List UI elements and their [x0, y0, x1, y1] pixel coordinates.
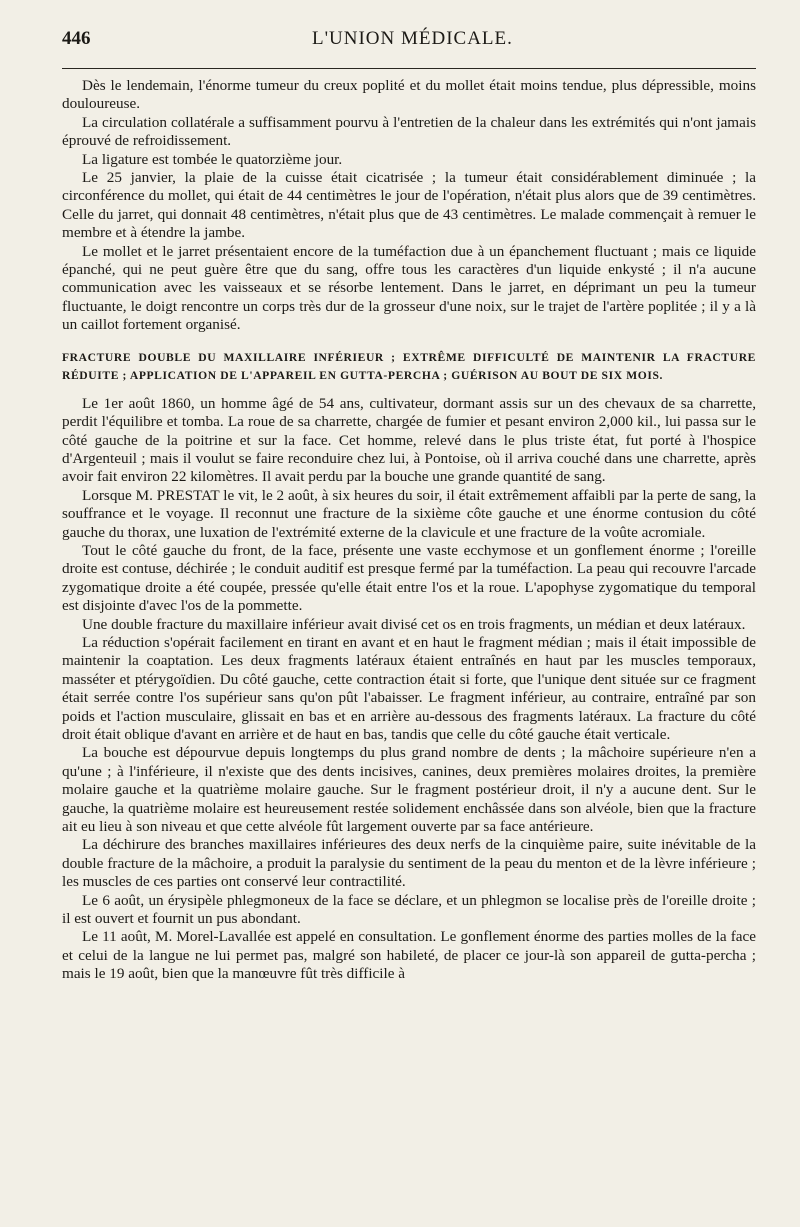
paragraph: Lorsque M. PRESTAT le vit, le 2 août, à six heures du soir, il était extrêmement affaibli par la perte de sang, la souffrance et le voyage. Il reconnut une fracture de la sixième côte gauche et une énorme contusion du côté gauche du thorax, une luxation de l'extrémité externe de la clavicule et une fracture de la voûte acromiale.	[62, 486, 756, 541]
paragraph: Le 6 août, un érysipèle phlegmoneux de la face se déclare, et un phlegmon se localise près de l'oreille droite ; il est ouvert et fournit un pus abondant.	[62, 891, 756, 928]
paragraph: Le mollet et le jarret présentaient encore de la tuméfaction due à un épanchement fluctuant ; mais ce liquide épanché, qui ne peut guère être que du sang, offre tous les caractères d'un liquide enkysté ; il n'a aucune communication avec les vaisseaux et se résorbe lentement. Dans le jarret, en déprimant un peu la tumeur fluctuante, le doigt rencontre un corps très dur de la grosseur d'une noix, sur le trajet de l'artère poplitée ; il y a là un caillot fortement organisé.	[62, 242, 756, 334]
section-heading: FRACTURE DOUBLE DU MAXILLAIRE INFÉRIEUR ; EXTRÊME DIFFICULTÉ DE MAINTENIR LA FRACTURE RÉDUITE ; APPLICATION DE L'APPAREIL EN GUTTA-PERCHA ; GUÉRISON AU BOUT DE SIX MOIS.	[62, 350, 756, 382]
paragraph: Le 11 août, M. Morel-Lavallée est appelé en consultation. Le gonflement énorme des parties molles de la face et celui de la langue ne lui permet pas, malgré son habileté, de placer ce jour-là son appareil de gutta-percha ; mais le 19 août, bien que la manœuvre fût très difficile à	[62, 928, 756, 983]
running-title: L'UNION MÉDICALE.	[312, 28, 513, 49]
paragraph: La circulation collatérale a suffisamment pourvu à l'entretien de la chaleur dans les extrémités qui n'ont jamais éprouvé de refroidissement.	[62, 113, 756, 150]
page-number: 446	[62, 28, 91, 49]
page-header	[62, 28, 756, 58]
paragraph: La bouche est dépourvue depuis longtemps du plus grand nombre de dents ; la mâchoire supérieure n'en a qu'une ; à l'inférieure, il n'existe que des dents incisives, canines, deux premières molaires droites, la première molaire gauche et la quatrième molaire gauche. Sur le fragment postérieur droit, il n'y a aucune dent. Sur le gauche, la quatrième molaire est heureusement restée solidement enchâssée dans son alvéole, bien que la fracture ait eu lieu à son niveau et que cette alvéole fût largement ouverte par sa face antérieure.	[62, 744, 756, 836]
paragraph: La déchirure des branches maxillaires inférieures des deux nerfs de la cinquième paire, suite inévitable de la double fracture de la mâchoire, a produit la paralysie du sentiment de la peau du menton et de la lèvre inférieure ; les muscles de ces parties ont conservé leur contractilité.	[62, 836, 756, 891]
paragraph: La réduction s'opérait facilement en tirant en avant et en haut le fragment médian ; mais il était impossible de maintenir la coaptation. Les deux fragments latéraux étaient entraînés en haut par les muscles temporaux, masséter et ptérygoïdien. Du côté gauche, cette contraction était si forte, que l'unique dent située sur ce fragment était serrée contre l'os supérieur sans qu'on pût l'abaisser. Le fragment inférieur, au contraire, entraîné par son poids et l'action musculaire, glissait en bas et en arrière au-dessous des fragments latéraux. La fracture du côté droit était oblique d'avant en arrière et de haut en bas, tandis que celle du côté gauche était verticale.	[62, 633, 756, 743]
paragraph: Le 1er août 1860, un homme âgé de 54 ans, cultivateur, dormant assis sur un des chevaux de sa charrette, perdit l'équilibre et tomba. La roue de sa charrette, chargée de fumier et pesant environ 2,000 kil., lui passa sur le côté gauche de la poitrine et sur la face. Cet homme, relevé dans le plus triste état, fut porté à l'hospice d'Argenteuil ; mais il voulut se faire reconduire chez lui, à Pontoise, où il arriva couché dans une charrette, après avoir fait environ 22 kilomètres. Il avait perdu par la bouche une grande quantité de sang.	[62, 394, 756, 486]
paragraph: Le 25 janvier, la plaie de la cuisse était cicatrisée ; la tumeur était considérablement diminuée ; la circonférence du mollet, qui était de 44 centimètres le jour de l'opération, n'était plus alors que de 39 centimètres. Celle du jarret, qui donnait 48 centimètres, n'était plus que de 43 centimètres. Le malade commençait à remuer le membre et à étendre la jambe.	[62, 169, 756, 242]
paragraph: Dès le lendemain, l'énorme tumeur du creux poplité et du mollet était moins tendue, plus dépressible, moins douloureuse.	[62, 77, 756, 113]
paragraph: Une double fracture du maxillaire inférieur avait divisé cet os en trois fragments, un médian et deux latéraux.	[82, 615, 746, 633]
paragraph: La ligature est tombée le quatorzième jour.	[82, 150, 343, 168]
header-rule	[62, 68, 756, 69]
paragraph: Tout le côté gauche du front, de la face, présente une vaste ecchymose et un gonflement énorme ; l'oreille droite est contuse, déchirée ; le conduit auditif est presque fermé par la tuméfaction. La peau qui recouvre l'arcade zygomatique droite a été coupée, pressée qu'elle était entre l'os et la roue. L'apophyse zygomatique du temporal est disjointe d'avec l'os de la pommette.	[62, 541, 756, 615]
page-body	[62, 77, 756, 984]
